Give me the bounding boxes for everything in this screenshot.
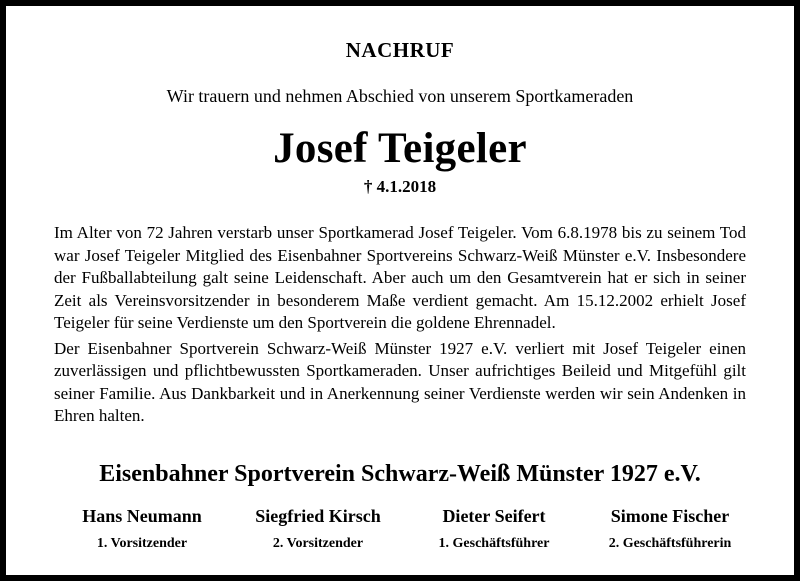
signer-name: Hans Neumann: [82, 506, 202, 526]
signer-role: 1. Vorsitzender: [96, 536, 188, 551]
signer-role: 1. Geschäftsführer: [438, 536, 550, 551]
signer: [54, 506, 230, 552]
signer: [230, 506, 406, 552]
signer-role: 2. Vorsitzender: [272, 536, 364, 551]
body-text: [54, 222, 746, 431]
signer: [582, 506, 758, 552]
signer-name: Simone Fischer: [610, 506, 730, 526]
paragraph: Der Eisenbahner Sportverein Schwarz-Weiß Münster 1927 e.V. verliert mit Josef Teigeler einen zuverlässigen und pflichtbewussten Sportkameraden. Unser aufrichtiges Beileid und Mitgefühl gilt seiner Familie. Aus Dankbarkeit und in Anerkennung seiner Verdienste werden wir sein Andenken in Ehren halten.: [54, 338, 746, 425]
signer-name: Dieter Seifert: [442, 506, 546, 526]
deceased-name: Josef Teigeler: [273, 125, 527, 172]
intro-line: Wir trauern und nehmen Abschied von unserem Sportkameraden: [166, 86, 634, 106]
club-name: Eisenbahner Sportverein Schwarz-Weiß Münster 1927 e.V.: [99, 461, 701, 487]
signer-name: Siegfried Kirsch: [255, 506, 381, 526]
death-date: † 4.1.2018: [363, 177, 437, 196]
signer: [406, 506, 582, 552]
signer-role: 2. Geschäftsführerin: [608, 536, 732, 551]
paragraph: Im Alter von 72 Jahren verstarb unser Sportkamerad Josef Teigeler. Vom 6.8.1978 bis zu seinem Tod war Josef Teigeler Mitglied des Eisenbahner Sportvereins Schwarz-Weiß Münster e.V. Insbesondere der Fußballabteilung galt seine Leidenschaft. Aber auch um den Gesamtverein hat er sich in seiner Zeit als Vereinsvorsitzender in besonderem Maße verdient gemacht. Am 15.12.2002 erhielt Josef Teigeler für seine Verdienste um den Sportverein die goldene Ehrennadel.: [54, 223, 746, 332]
signers-row: [54, 506, 758, 552]
notice-heading: NACHRUF: [345, 38, 455, 62]
